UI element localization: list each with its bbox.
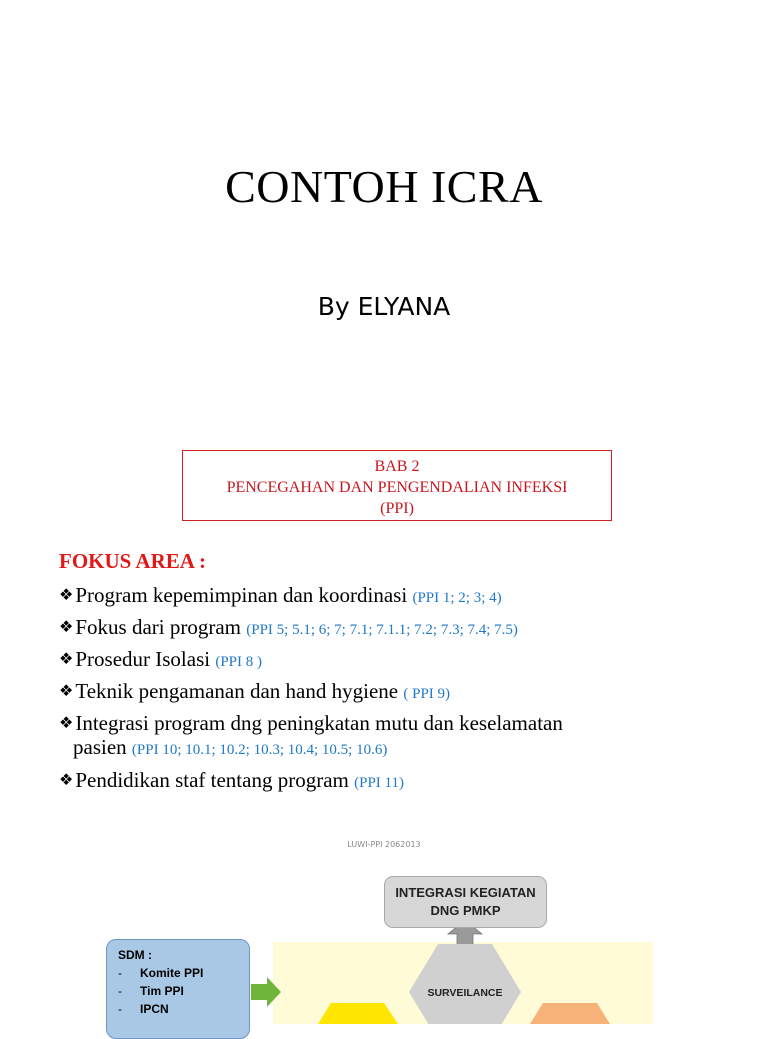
integrasi-box [384,876,547,928]
bullet-text: Prosedur Isolasi [75,647,211,671]
bullet-reference: (PPI 10; 10.1; 10.2; 10.3; 10.4; 10.5; 10.6) [131,742,388,758]
surveilance-label: SURVEILANCE [427,987,503,999]
bullet-text: Teknik pengamanan dan hand hygiene [75,679,399,703]
surveilance-hexagon [409,944,521,1024]
bullet-reference: (PPI 1; 2; 3; 4) [412,590,502,606]
diamond-bullet-icon: ❖ [59,649,74,668]
sdm-item-label: Tim PPI [140,984,184,998]
sdm-item: - IPCN [118,1002,169,1016]
bullet-text: Fokus dari program [75,615,241,639]
sdm-item-label: IPCN [140,1002,169,1016]
diamond-bullet-icon: ❖ [59,681,74,700]
slide-subtitle: By ELYANA [317,292,451,321]
green-arrow-icon [251,977,281,1007]
slide-footer-note: LUWI-PPI 2062013 [347,840,421,849]
bullet-reference: (PPI 8 ) [215,654,263,670]
bullet-reference: ( PPI 9) [403,686,451,702]
yellow-hexagon [318,1003,398,1024]
diamond-bullet-icon: ❖ [59,713,74,732]
chapter-abbreviation: (PPI) [380,500,414,517]
diamond-bullet-icon: ❖ [59,617,74,636]
chapter-title: PENCEGAHAN DAN PENGENDALIAN INFEKSI [226,479,568,496]
bullet-text: Program kepemimpinan dan koordinasi [75,583,408,607]
orange-hexagon [530,1003,610,1024]
chapter-number: BAB 2 [374,458,420,475]
sdm-heading: SDM : [118,948,152,962]
slide-title: CONTOH ICRA [225,161,543,212]
diamond-bullet-icon: ❖ [59,585,74,604]
bullet-text-continued: pasien [73,735,127,759]
bullet-reference: (PPI 11) [354,775,404,791]
diamond-bullet-icon: ❖ [59,770,74,789]
integrasi-line1: INTEGRASI KEGIATAN [395,885,536,900]
bullet-reference: (PPI 5; 5.1; 6; 7; 7.1; 7.1.1; 7.2; 7.3; 7.4; 7.5) [246,622,518,638]
focus-area-heading: FOKUS AREA : [59,549,207,573]
bullet-text: Integrasi program dng peningkatan mutu dan keselamatan [75,711,563,735]
sdm-box [106,939,250,1039]
sdm-item: - Komite PPI [118,966,204,980]
sdm-item-label: Komite PPI [140,966,204,980]
sdm-item: - Tim PPI [118,984,184,998]
bullet-text: Pendidikan staf tentang program [75,768,349,792]
integrasi-line2: DNG PMKP [430,903,501,918]
